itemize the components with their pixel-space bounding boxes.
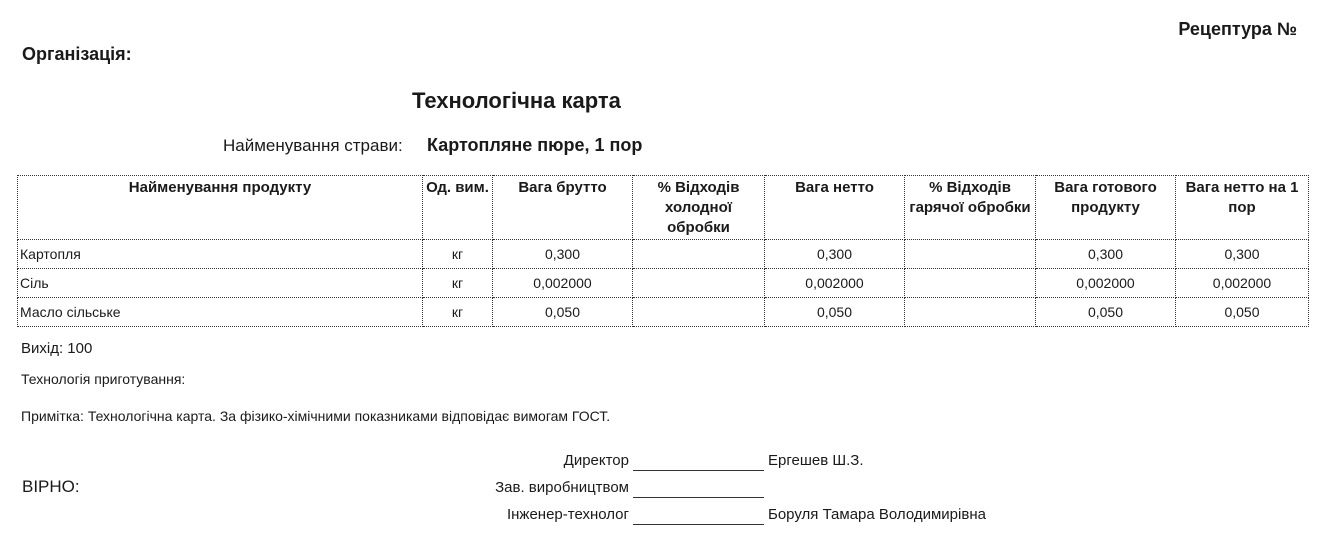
signature-role: Директор — [563, 452, 629, 469]
table-cell: 0,300 — [765, 240, 905, 269]
table-cell: 0,300 — [493, 240, 633, 269]
signature-line — [633, 496, 764, 498]
table-cell — [905, 269, 1036, 298]
column-header: % Відходів холодної обробки — [633, 176, 765, 240]
table-cell: 0,002000 — [765, 269, 905, 298]
recipe-number-label: Рецептура № — [1178, 19, 1297, 39]
table-cell: 0,300 — [1036, 240, 1176, 269]
note-text: Примітка: Технологічна карта. За фізико-хімічними показниками відповідає вимогам ГОСТ. — [21, 408, 611, 424]
table-cell: 0,002000 — [1176, 269, 1309, 298]
table-cell — [633, 240, 765, 269]
table-cell — [633, 298, 765, 327]
column-header: Найменування продукту — [18, 176, 423, 240]
table-row — [18, 298, 1309, 327]
table-cell: кг — [423, 298, 493, 327]
table-cell: кг — [423, 240, 493, 269]
table-cell: 0,300 — [1176, 240, 1309, 269]
table-cell: Масло сільське — [18, 298, 423, 327]
technology-label: Технологія приготування: — [21, 371, 186, 387]
column-header: % Відходів гарячої обробки — [905, 176, 1036, 240]
table-cell: 0,050 — [493, 298, 633, 327]
table-cell: 0,050 — [1036, 298, 1176, 327]
table-cell: Сіль — [18, 269, 423, 298]
organization-label: Організація: — [22, 44, 132, 64]
document-title: Технологічна карта — [412, 88, 621, 113]
dish-name-label: Найменування страви: — [223, 136, 403, 155]
signature-role: Зав. виробництвом — [495, 479, 629, 496]
signature-name: Боруля Тамара Володимирівна — [768, 506, 986, 523]
signature-line — [633, 469, 764, 471]
table-cell: Картопля — [18, 240, 423, 269]
column-header: Од. вим. — [423, 176, 493, 240]
table-cell: 0,050 — [1176, 298, 1309, 327]
table-cell — [905, 298, 1036, 327]
column-header: Вага брутто — [493, 176, 633, 240]
approval-label: ВІРНО: — [22, 477, 80, 496]
signature-role: Інженер-технолог — [506, 506, 629, 523]
products-table — [17, 175, 1309, 327]
table-cell: 0,002000 — [493, 269, 633, 298]
table-cell: кг — [423, 269, 493, 298]
column-header: Вага нетто на 1 пор — [1176, 176, 1309, 240]
table-cell — [633, 269, 765, 298]
signature-line — [633, 523, 764, 525]
output-value: Вихід: 100 — [21, 340, 93, 357]
dish-name-value: Картопляне пюре, 1 пор — [427, 135, 643, 155]
table-header-row — [18, 176, 1309, 240]
table-cell — [905, 240, 1036, 269]
table-cell: 0,050 — [765, 298, 905, 327]
table-row — [18, 240, 1309, 269]
column-header: Вага готового продукту — [1036, 176, 1176, 240]
signature-name: Ергешев Ш.З. — [768, 452, 864, 469]
table-cell: 0,002000 — [1036, 269, 1176, 298]
table-row — [18, 269, 1309, 298]
column-header: Вага нетто — [765, 176, 905, 240]
